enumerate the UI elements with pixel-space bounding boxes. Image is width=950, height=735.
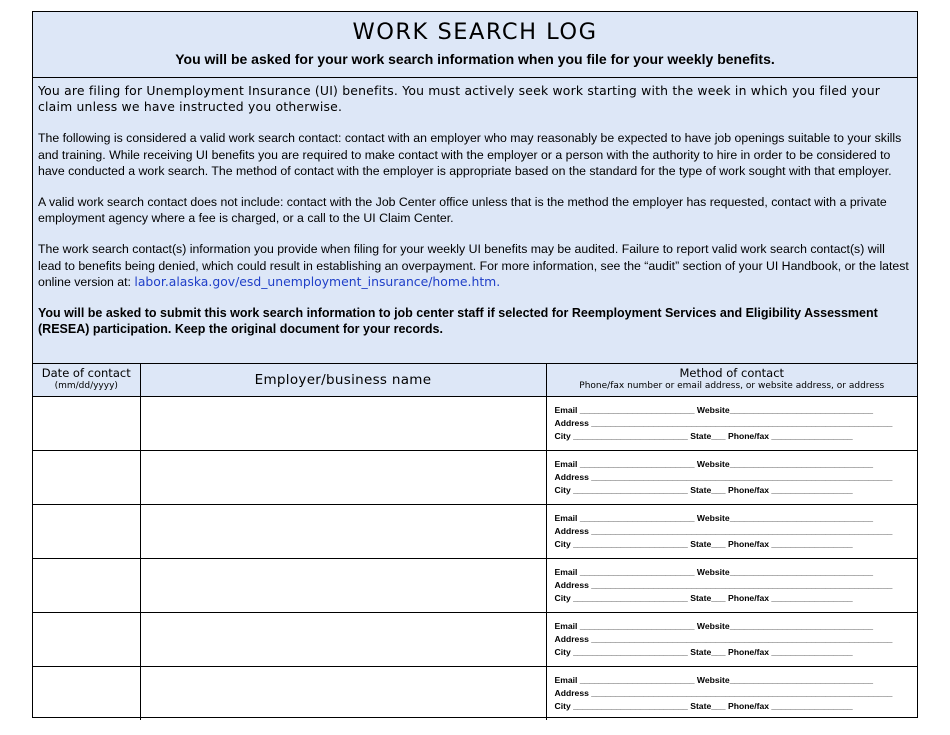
employer-cell[interactable] xyxy=(140,559,546,613)
method-header-hint: Phone/fax number or email address, or website address, or address xyxy=(579,381,885,391)
table-row xyxy=(33,613,917,667)
contact-method-cell[interactable] xyxy=(546,451,917,505)
date-format-hint: (mm/dd/yyyy) xyxy=(54,381,118,391)
column-header-method xyxy=(546,364,917,397)
handbook-link[interactable]: labor.alaska.gov/esd_unemployment_insurance/home.htm. xyxy=(134,273,501,289)
city-state-phone-line: City ________________________ State___ Phone/fax _________________ xyxy=(554,701,853,711)
address-line: Address _______________________________________________________________ xyxy=(554,580,893,590)
table-header-row xyxy=(33,364,917,397)
table-row xyxy=(33,397,917,451)
header xyxy=(33,12,917,78)
date-cell[interactable] xyxy=(33,559,140,613)
address-line: Address _______________________________________________________________ xyxy=(554,634,893,644)
employer-cell[interactable] xyxy=(140,667,546,721)
contact-method-cell[interactable] xyxy=(546,505,917,559)
contact-method-cell[interactable] xyxy=(546,613,917,667)
work-search-table xyxy=(33,364,917,720)
email-website-line: Email ________________________ Website______________________________ xyxy=(554,567,874,577)
contact-method-cell[interactable] xyxy=(546,559,917,613)
email-website-line: Email ________________________ Website______________________________ xyxy=(554,459,874,469)
employer-cell[interactable] xyxy=(140,613,546,667)
work-search-log-form xyxy=(32,11,918,718)
employer-cell[interactable] xyxy=(140,505,546,559)
method-header-label: Method of contact xyxy=(679,366,785,380)
audit-text: The work search contact(s) information you provide when filing for your weekly UI benefits may be audited. Failure to report valid work search contact(s) will lead to benefits being denied, which could result in establishing an overpayment. For more information, see the “audit” section of your UI Handbook, or the latest online version at: xyxy=(38,242,909,289)
intro-paragraph-2: The following is considered a valid work search contact: contact with an employer who may reasonably be expected to have job openings suitable to your skills and training. While receiving UI benefits you are required to make contact with the employer or a person with the authority to hire in order to be considered to have conducted a work search. The method of contact with the employer is appropriate based on the standard for the type of work sought with that employer. xyxy=(38,131,902,178)
intro-paragraph-1: You are filing for Unemployment Insurance (UI) benefits. You must actively seek work starting with the week in which you filed your claim unless we have instructed you otherwise. xyxy=(38,83,881,115)
column-header-date xyxy=(33,364,140,397)
city-state-phone-line: City ________________________ State___ Phone/fax _________________ xyxy=(554,431,853,441)
date-cell[interactable] xyxy=(33,667,140,721)
intro-paragraph-4 xyxy=(38,241,911,290)
address-line: Address _______________________________________________________________ xyxy=(554,472,893,482)
page-title: WORK SEARCH LOG xyxy=(352,19,598,45)
intro-paragraph-5: You will be asked to submit this work search information to job center staff if selected for Reemployment Services and Eligibility Assessment (RESEA) participation. Keep the original document for your records. xyxy=(38,306,878,337)
city-state-phone-line: City ________________________ State___ Phone/fax _________________ xyxy=(554,593,853,603)
address-line: Address _______________________________________________________________ xyxy=(554,418,893,428)
address-line: Address _______________________________________________________________ xyxy=(554,688,893,698)
contact-method-cell[interactable] xyxy=(546,397,917,451)
intro-paragraph-3: A valid work search contact does not include: contact with the Job Center office unless that is the method the employer has requested, contact with a private employment agency where a fee is charged, or a call to the UI Claim Center. xyxy=(38,195,887,226)
date-cell[interactable] xyxy=(33,451,140,505)
email-website-line: Email ________________________ Website______________________________ xyxy=(554,621,874,631)
employer-cell[interactable] xyxy=(140,451,546,505)
employer-cell[interactable] xyxy=(140,397,546,451)
email-website-line: Email ________________________ Website______________________________ xyxy=(554,513,874,523)
city-state-phone-line: City ________________________ State___ Phone/fax _________________ xyxy=(554,647,853,657)
table-row xyxy=(33,667,917,721)
column-header-employer: Employer/business name xyxy=(140,364,546,397)
date-header-label: Date of contact xyxy=(41,366,131,380)
email-website-line: Email ________________________ Website______________________________ xyxy=(554,405,874,415)
email-website-line: Email ________________________ Website______________________________ xyxy=(554,675,874,685)
city-state-phone-line: City ________________________ State___ Phone/fax _________________ xyxy=(554,485,853,495)
table-row xyxy=(33,559,917,613)
city-state-phone-line: City ________________________ State___ Phone/fax _________________ xyxy=(554,539,853,549)
instructions xyxy=(33,78,917,364)
table-row xyxy=(33,505,917,559)
page-subtitle: You will be asked for your work search information when you file for your weekly benefits. xyxy=(175,51,775,67)
table-row xyxy=(33,451,917,505)
date-cell[interactable] xyxy=(33,613,140,667)
contact-method-cell[interactable] xyxy=(546,667,917,721)
date-cell[interactable] xyxy=(33,397,140,451)
date-cell[interactable] xyxy=(33,505,140,559)
address-line: Address _______________________________________________________________ xyxy=(554,526,893,536)
